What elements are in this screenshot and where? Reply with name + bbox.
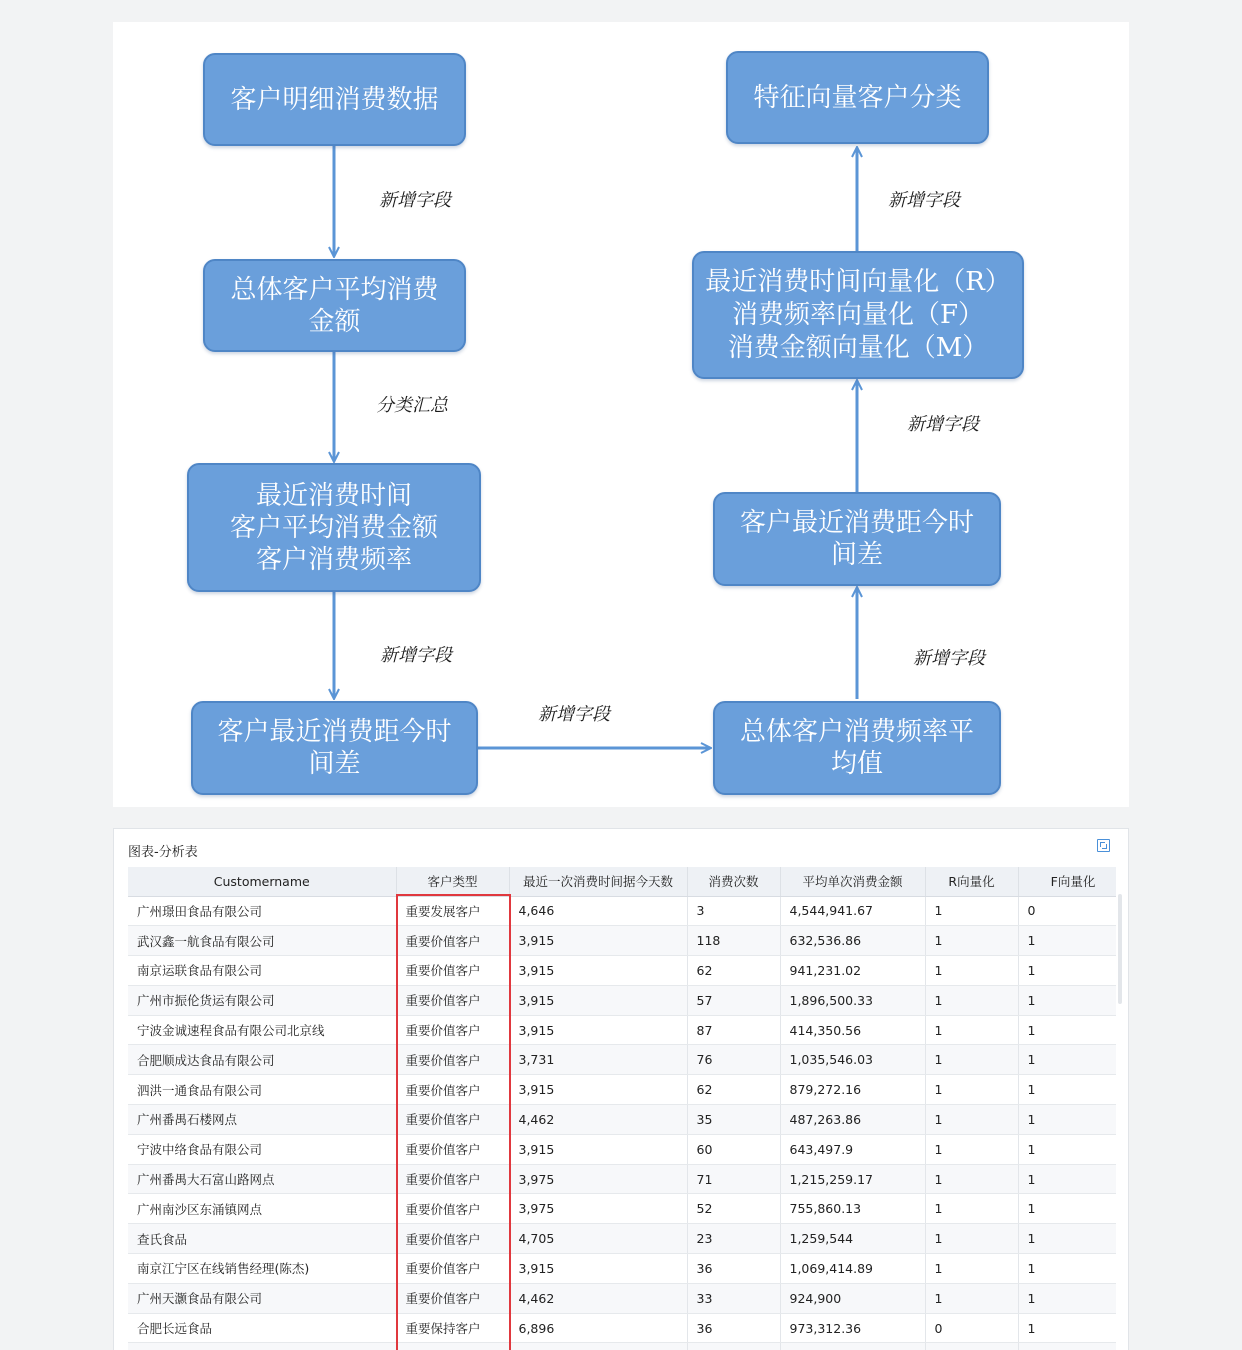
table-row[interactable] <box>128 1283 1116 1313</box>
node-text-line: 客户最近消费距今时 <box>217 717 452 747</box>
edge-label-add-field-3: 新增字段 <box>538 704 610 725</box>
table-cell: 4,544,941.67 <box>780 896 925 926</box>
table-cell: 4,646 <box>509 896 687 926</box>
analysis-table-container[interactable] <box>128 867 1116 1350</box>
table-cell: 35 <box>687 1105 780 1135</box>
table-cell <box>396 1343 509 1350</box>
node-text-line: 总体客户平均消费 <box>230 274 439 305</box>
table-cell: 4,462 <box>509 1105 687 1135</box>
table-row[interactable] <box>128 1224 1116 1254</box>
table-cell: 1 <box>925 1194 1018 1224</box>
table-cell: 1 <box>925 1134 1018 1164</box>
table-cell: 宁波金诚速程食品有限公司北京线 <box>128 1015 396 1045</box>
table-cell: 1 <box>1018 1313 1116 1343</box>
table-cell: 23 <box>687 1224 780 1254</box>
edge-label-add-field-1: 新增字段 <box>379 190 451 211</box>
node-text-line: 客户消费频率 <box>255 544 412 575</box>
table-cell: 1 <box>1018 1224 1116 1254</box>
table-cell: 1,896,500.33 <box>780 985 925 1015</box>
table-cell: 重要价值客户 <box>396 1134 509 1164</box>
table-cell: 广州璟田食品有限公司 <box>128 896 396 926</box>
table-row[interactable] <box>128 985 1116 1015</box>
table-cell: 1 <box>1018 1134 1116 1164</box>
table-row[interactable] <box>128 1045 1116 1075</box>
table-cell: 52 <box>687 1194 780 1224</box>
edge-label-add-field-2: 新增字段 <box>380 645 452 666</box>
column-header[interactable]: 客户类型 <box>396 867 509 896</box>
column-header[interactable]: R向量化 <box>925 867 1018 896</box>
table-row[interactable] <box>128 896 1116 926</box>
table-cell <box>128 1343 396 1350</box>
table-cell: 1 <box>925 985 1018 1015</box>
table-cell: 1 <box>925 1254 1018 1284</box>
table-cell: 1 <box>1018 1015 1116 1045</box>
table-cell: 重要价值客户 <box>396 1075 509 1105</box>
table-cell: 33 <box>687 1283 780 1313</box>
table-cell: 60 <box>687 1134 780 1164</box>
node-text-line: 消费频率向量化（F） <box>731 299 985 330</box>
table-cell: 1 <box>1018 1105 1116 1135</box>
column-header[interactable]: F向量化 <box>1018 867 1116 896</box>
node-feature-vector-classification <box>726 51 989 144</box>
node-text-line: 客户最近消费距今时 <box>739 508 974 538</box>
table-cell: 重要价值客户 <box>396 956 509 986</box>
table-cell: 3 <box>687 896 780 926</box>
table-cell: 4,705 <box>509 1224 687 1254</box>
table-cell: 71 <box>687 1164 780 1194</box>
table-scrollbar[interactable] <box>1118 894 1122 1004</box>
table-cell: 1 <box>925 896 1018 926</box>
table-cell: 643,497.9 <box>780 1134 925 1164</box>
table-cell: 118 <box>687 926 780 956</box>
table-cell: 广州市振伦货运有限公司 <box>128 985 396 1015</box>
table-cell: 0 <box>925 1313 1018 1343</box>
table-cell: 查氏食品 <box>128 1224 396 1254</box>
table-cell: 重要价值客户 <box>396 1015 509 1045</box>
table-row[interactable] <box>128 1164 1116 1194</box>
table-row[interactable] <box>128 1313 1116 1343</box>
table-cell: 1 <box>925 1224 1018 1254</box>
table-cell: 62 <box>687 1075 780 1105</box>
table-cell <box>925 1343 1018 1350</box>
table-row[interactable] <box>128 1105 1116 1135</box>
table-cell: 3,731 <box>509 1045 687 1075</box>
node-text-line: 均值 <box>830 749 883 779</box>
table-cell: 3,915 <box>509 926 687 956</box>
node-text-line: 间差 <box>308 749 361 779</box>
table-cell: 重要价值客户 <box>396 985 509 1015</box>
table-cell: 1 <box>1018 1164 1116 1194</box>
table-cell: 合肥顺成达食品有限公司 <box>128 1045 396 1075</box>
table-row[interactable] <box>128 1254 1116 1284</box>
table-cell: 0 <box>1018 896 1116 926</box>
table-header-row <box>128 867 1116 896</box>
table-cell: 879,272.16 <box>780 1075 925 1105</box>
table-cell <box>687 1343 780 1350</box>
expand-icon[interactable] <box>1097 839 1110 852</box>
table-cell: 重要价值客户 <box>396 1105 509 1135</box>
table-cell: 1 <box>1018 985 1116 1015</box>
table-cell: 重要发展客户 <box>396 896 509 926</box>
table-cell: 广州天灏食品有限公司 <box>128 1283 396 1313</box>
table-cell: 重要价值客户 <box>396 1224 509 1254</box>
node-rfm-raw-fields <box>187 463 481 592</box>
table-cell: 6,896 <box>509 1313 687 1343</box>
table-cell: 重要价值客户 <box>396 926 509 956</box>
table-cell: 4,462 <box>509 1283 687 1313</box>
table-cell: 南京运联食品有限公司 <box>128 956 396 986</box>
table-cell: 1 <box>1018 1254 1116 1284</box>
edge-label-group-summary: 分类汇总 <box>376 395 448 416</box>
table-cell: 3,915 <box>509 985 687 1015</box>
table-cell: 合肥长远食品 <box>128 1313 396 1343</box>
table-cell: 1 <box>925 956 1018 986</box>
table-cell: 1,259,544 <box>780 1224 925 1254</box>
node-overall-avg-amount <box>203 259 466 352</box>
table-cell: 755,860.13 <box>780 1194 925 1224</box>
table-cell: 1 <box>925 1105 1018 1135</box>
table-cell: 36 <box>687 1313 780 1343</box>
node-rfm-vectorization <box>692 251 1024 379</box>
table-cell: 1 <box>925 1045 1018 1075</box>
table-cell: 3,915 <box>509 1075 687 1105</box>
table-cell: 62 <box>687 956 780 986</box>
node-text-line: 总体客户消费频率平 <box>739 717 974 747</box>
table-cell <box>1018 1343 1116 1350</box>
table-cell: 1,069,414.89 <box>780 1254 925 1284</box>
node-text-line: 间差 <box>830 540 883 570</box>
column-header[interactable]: 消费次数 <box>687 867 780 896</box>
node-overall-frequency-avg <box>713 701 1001 795</box>
column-header[interactable]: 最近一次消费时间据今天数 <box>509 867 687 896</box>
table-cell: 87 <box>687 1015 780 1045</box>
flow-diagram <box>113 22 1129 807</box>
edge-label-add-field-6: 新增字段 <box>888 190 960 211</box>
table-cell: 76 <box>687 1045 780 1075</box>
table-cell: 1 <box>1018 1045 1116 1075</box>
column-header[interactable]: Customername <box>128 867 396 896</box>
table-row[interactable] <box>128 1343 1116 1350</box>
table-cell: 广州番禺大石富山路网点 <box>128 1164 396 1194</box>
table-cell: 重要保持客户 <box>396 1313 509 1343</box>
node-text-line: 客户平均消费金额 <box>229 512 438 543</box>
table-cell: 1,215,259.17 <box>780 1164 925 1194</box>
table-cell: 重要价值客户 <box>396 1045 509 1075</box>
table-cell: 1 <box>1018 956 1116 986</box>
table-cell <box>509 1343 687 1350</box>
table-row[interactable] <box>128 1015 1116 1045</box>
table-cell: 1 <box>925 1075 1018 1105</box>
table-cell: 1 <box>925 1164 1018 1194</box>
table-cell: 广州南沙区东涌镇网点 <box>128 1194 396 1224</box>
table-cell: 重要价值客户 <box>396 1164 509 1194</box>
table-cell: 941,231.02 <box>780 956 925 986</box>
table-cell: 重要价值客户 <box>396 1254 509 1284</box>
table-cell: 3,915 <box>509 1134 687 1164</box>
table-cell: 3,915 <box>509 956 687 986</box>
table-cell: 泗洪一通食品有限公司 <box>128 1075 396 1105</box>
table-row[interactable] <box>128 956 1116 986</box>
table-row[interactable] <box>128 1194 1116 1224</box>
edge-label-add-field-4: 新增字段 <box>913 648 985 669</box>
table-cell: 632,536.86 <box>780 926 925 956</box>
table-cell <box>780 1343 925 1350</box>
panel-title: 图表-分析表 <box>128 845 198 860</box>
node-text-line: 最近消费时间向量化（R） <box>705 266 1011 297</box>
table-cell: 1 <box>1018 1194 1116 1224</box>
table-row[interactable] <box>128 1075 1116 1105</box>
table-body <box>128 896 1116 1350</box>
column-header[interactable]: 平均单次消费金额 <box>780 867 925 896</box>
table-cell: 1 <box>1018 1283 1116 1313</box>
analysis-table-panel <box>113 828 1129 1350</box>
table-cell: 36 <box>687 1254 780 1284</box>
table-row[interactable] <box>128 1134 1116 1164</box>
table-cell: 973,312.36 <box>780 1313 925 1343</box>
table-cell: 广州番禺石楼网点 <box>128 1105 396 1135</box>
table-cell: 宁波中络食品有限公司 <box>128 1134 396 1164</box>
table-cell: 1 <box>1018 926 1116 956</box>
table-cell: 1 <box>925 1283 1018 1313</box>
table-cell: 487,263.86 <box>780 1105 925 1135</box>
table-cell: 重要价值客户 <box>396 1194 509 1224</box>
table-cell: 3,915 <box>509 1254 687 1284</box>
node-text-line: 金额 <box>308 306 361 337</box>
table-cell: 1 <box>925 1015 1018 1045</box>
table-cell: 武汉鑫一航食品有限公司 <box>128 926 396 956</box>
table-row[interactable] <box>128 926 1116 956</box>
node-recency-gap-left <box>191 701 478 795</box>
table-cell: 重要价值客户 <box>396 1283 509 1313</box>
edge-label-add-field-5: 新增字段 <box>907 414 979 435</box>
table-cell: 南京江宁区在线销售经理(陈杰) <box>128 1254 396 1284</box>
table-cell: 3,915 <box>509 1015 687 1045</box>
table-cell: 924,900 <box>780 1283 925 1313</box>
node-text-line: 最近消费时间 <box>255 480 412 511</box>
table-cell: 1,035,546.03 <box>780 1045 925 1075</box>
table-cell: 3,975 <box>509 1194 687 1224</box>
node-customer-detail-data <box>203 53 466 146</box>
table-cell: 3,975 <box>509 1164 687 1194</box>
table-cell: 1 <box>1018 1075 1116 1105</box>
analysis-table <box>128 867 1116 1350</box>
table-cell: 414,350.56 <box>780 1015 925 1045</box>
node-recency-gap-right <box>713 492 1001 586</box>
table-cell: 1 <box>925 926 1018 956</box>
node-text-line: 特征向量客户分类 <box>753 82 962 113</box>
node-text-line: 消费金额向量化（M） <box>727 332 989 363</box>
node-text-line: 客户明细消费数据 <box>230 84 439 115</box>
table-cell: 57 <box>687 985 780 1015</box>
